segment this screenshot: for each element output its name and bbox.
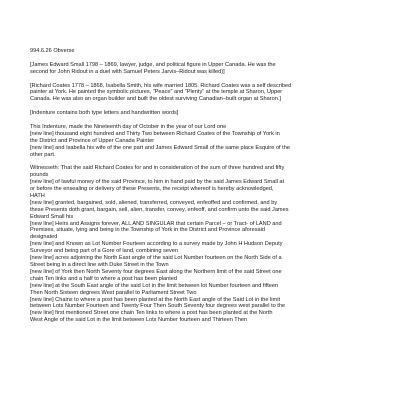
paragraph-line: pounds	[30, 172, 49, 179]
paragraph-line: [new line] acres adjoining the North East angle of the said Lot Number fourteen on the North Side of a	[30, 255, 282, 262]
note-line: [Indenture contains both type letters and handwritten words]	[30, 110, 179, 117]
paragraph-line: [new line] at the South East angle of the said Lot in the limit between lot Number fourteen and fifteen	[30, 282, 279, 289]
note-line: second for John Ridout in a duel with Samuel Peters Jarvis–Ridout was killed)]	[30, 68, 225, 75]
spacer	[30, 117, 370, 124]
paragraph-line: designated	[30, 234, 58, 241]
paragraph-line: chain Ten links and a half to where a post has been planted	[30, 275, 177, 282]
paragraph-line: Surveyor and being part of a Gore of land, combining seven	[30, 248, 179, 255]
paragraph-line: [new line] of York then North Seventy four degrees East along the Northern limit of the said Street one	[30, 268, 282, 275]
note-line: Canada. He was also an organ builder and built the oldest surviving Canadian–built organ at Sharon.]	[30, 96, 281, 103]
paragraph-line: [new line] Heirs and Assigns forever, ALL AND SINGULAR that certain Parcel – or Tract- of LAND and	[30, 220, 282, 227]
paragraph-line: these Presents doth grant, bargain, sell, alien, transfer, convey, enfeoff, and confirm unto the said James	[30, 206, 289, 213]
paragraph-line: [new line] and Isabella his wife of the one part and James Edward Small of the same place Esquire of the	[30, 144, 290, 151]
paragraph-line: [new line] and Known as Lot Number Fourteen according to a survey made by John H Hudson Deputy	[30, 241, 283, 248]
paragraph-line: [new line] of lawful money of the said Province, to him in hand paid by the said James Edward Small at	[30, 179, 285, 186]
paragraph-line: Then North Sixteen degrees West parallel to Parliament Street Two	[30, 289, 197, 296]
note-line: [Richard Coates 1778 – 1868, Isabella Smith, his wife married 1805. Richard Coates was a self described	[30, 82, 292, 89]
paragraph-line: West Angle of the said Lot in the limit between Lots Number fourteen and Thirteen Then	[30, 317, 248, 324]
document-body	[30, 62, 370, 331]
paragraph-line: [new line] granted, bargained, sold, aliened, transferred, conveyed, enfeoffed and confirmed, and by	[30, 199, 278, 206]
spacer	[30, 324, 370, 331]
spacer	[30, 158, 370, 165]
paragraph-line: Witnesseth: That the said Richard Coates for and in consideration of the sum of three hundred and fifty	[30, 165, 285, 172]
paragraph-line: between Lots Number Fourteen and Twenty Four Then South Seventy four degrees west parallel to the	[30, 303, 286, 310]
paragraph-line: [new line] thousand eight hundred and Thirty Two between Richard Coates of the Township of York in	[30, 130, 280, 137]
document-header: 994.6.26 Obverse	[30, 48, 75, 54]
paragraph-line: Edward Small his	[30, 213, 74, 220]
note-line: painter at York. He painted the symbolic pictures, “Peace” and “Plenty” at the temple at Sharon, Upper	[30, 89, 283, 96]
paragraph-line: This Indenture, made the Nineteenth day of October in the year of our Lord one	[30, 123, 227, 130]
paragraph-line: [new line] Chains to where a post has been planted at the North East angle of the Said Lot in the limit	[30, 296, 281, 303]
paragraph-line: Street being in a direct line with Duke Street in the Town	[30, 262, 169, 269]
spacer	[30, 103, 370, 110]
paragraph-line: HATH	[30, 192, 45, 199]
paragraph-line: [new line] first mentioned Street one chain Ten links to where a post has been planted at the North	[30, 310, 273, 317]
note-line: [James Edward Small 1798 – 1869, lawyer, judge, and political figure in Upper Canada. He was the	[30, 61, 276, 68]
spacer	[30, 76, 370, 83]
paragraph-line: the District and Province of Upper Canada Painter	[30, 137, 155, 144]
paragraph-line: other part.	[30, 151, 56, 158]
spacer	[30, 55, 370, 62]
paragraph-line: or before the ensealing or delivery of these Presents, the receipt whereof is hereby acknowledged,	[30, 186, 274, 193]
paragraph-line: Premises, situate, lying and being in the Township of York in the District and Province aforesaid	[30, 227, 265, 234]
